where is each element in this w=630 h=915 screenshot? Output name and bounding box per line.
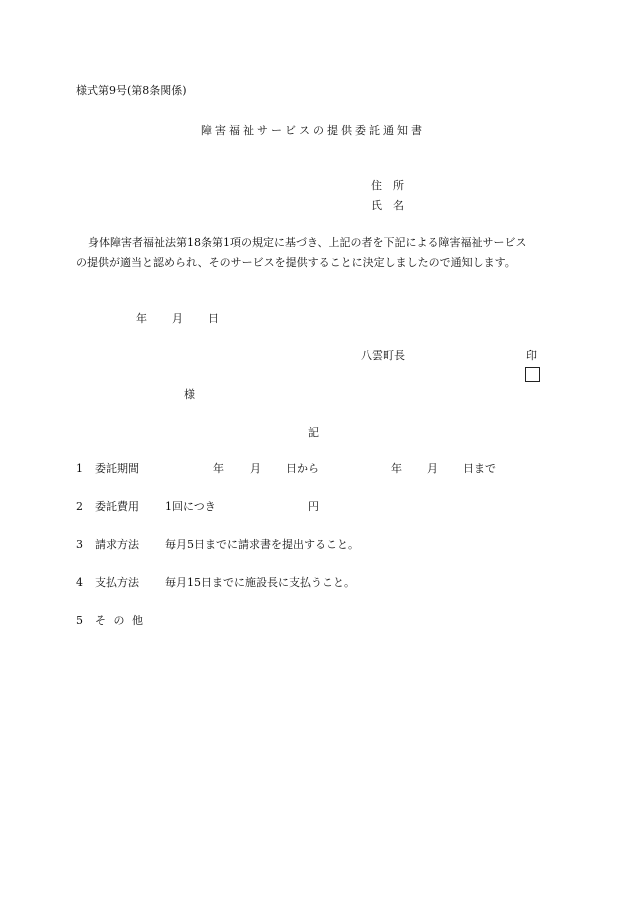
item-number: 5 (76, 614, 83, 627)
item-label-billing: 請求方法 (95, 538, 139, 551)
seal-box (525, 367, 540, 382)
billing-text: 毎月5日までに請求書を提出すること。 (165, 538, 359, 551)
period-from-year: 年 (213, 462, 224, 475)
date-month: 月 (172, 312, 183, 325)
item-label-payment: 支払方法 (95, 576, 139, 589)
seal-label: 印 (526, 349, 537, 362)
issuer-title: 八雲町長 (361, 349, 405, 362)
ki-heading: 記 (308, 426, 319, 439)
payment-text: 毎月15日までに施設長に支払うこと。 (165, 576, 355, 589)
period-from-month: 月 (250, 462, 261, 475)
item-label-period: 委託期間 (95, 462, 139, 475)
period-to-month: 月 (427, 462, 438, 475)
item-number: 3 (76, 538, 83, 551)
body-text-line-1: 身体障害者福祉法第18条第1項の規定に基づき、上記の者を下記による障害福祉サービス (88, 236, 527, 249)
item-number: 1 (76, 462, 83, 475)
item-label-cost: 委託費用 (95, 500, 139, 513)
period-to-day: 日まで (463, 462, 496, 475)
form-number: 様式第9号(第8条関係) (76, 84, 187, 97)
name-label: 氏 名 (371, 199, 404, 212)
date-day: 日 (208, 312, 219, 325)
address-label: 住 所 (371, 179, 404, 192)
cost-unit: 円 (308, 500, 319, 513)
body-text-line-2: の提供が適当と認められ、そのサービスを提供することに決定しましたので通知します。 (76, 256, 516, 269)
item-label-other: そ の 他 (95, 614, 145, 627)
period-to-year: 年 (391, 462, 402, 475)
cost-per-session: 1回につき (165, 500, 216, 513)
honorific: 様 (184, 388, 195, 401)
period-from-day: 日から (286, 462, 319, 475)
document-title: 障害福祉サービスの提供委託通知書 (201, 124, 425, 137)
date-year: 年 (136, 312, 147, 325)
item-number: 4 (76, 576, 83, 589)
item-number: 2 (76, 500, 83, 513)
